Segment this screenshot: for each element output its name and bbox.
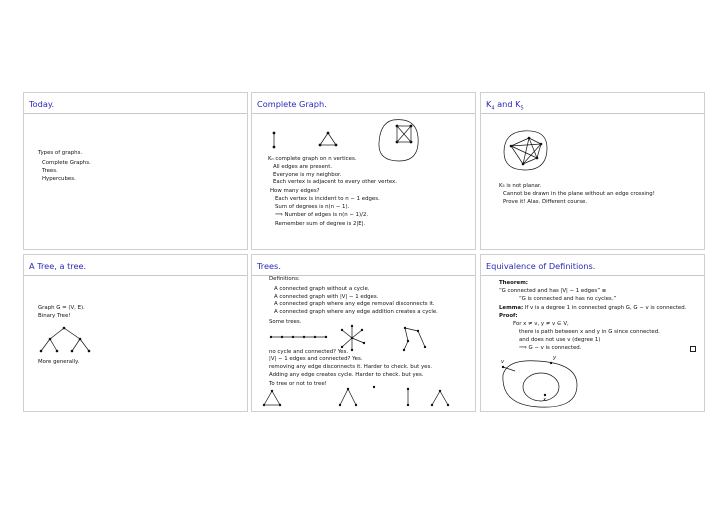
text-line: there is path between x and y in G since connected. (519, 329, 660, 335)
title-divider (481, 275, 704, 276)
slide-trees (251, 254, 476, 412)
text-line: Remember sum of degree is 2|E|. (275, 221, 366, 227)
k4-k5-figure (501, 128, 561, 178)
slide-title: Trees. (257, 261, 281, 271)
slide-complete-graph (251, 92, 476, 250)
title-divider (24, 113, 247, 114)
text-line: and does not use v (degree 1) (519, 337, 601, 343)
theorem-heading: Theorem: (499, 280, 528, 286)
slide-title: Equivalence of Definitions. (486, 261, 596, 271)
text-line: How many edges? (270, 188, 320, 194)
text-line: Sum of degrees is n(n − 1). (275, 204, 350, 210)
slide-title: Complete Graph. (257, 99, 327, 109)
text-line: Everyone is my neighbor. (273, 172, 342, 178)
text-line: All edges are present. (273, 164, 333, 170)
text-line: |V| − 1 edges and connected? Yes. (269, 356, 363, 362)
text-line: no cycle and connected? Yes. (269, 349, 349, 355)
text-line: Each vertex is adjacent to every other vertex. (273, 179, 397, 185)
text-line: “G is connected and has no cycles.” (519, 296, 617, 302)
text-line: A connected graph where any edge removal disconnects it. (274, 301, 435, 307)
vertex-label-y: y (553, 355, 557, 361)
slide-equivalence (480, 254, 705, 412)
vertex-label-v: v (501, 359, 505, 365)
text-line: To tree or not to tree! (269, 381, 327, 387)
text-line: ⟹ G − v is connected. (519, 345, 582, 351)
title-divider (24, 275, 247, 276)
text-line: Graph G = (V, E). (38, 305, 85, 311)
vertex-label-x: x (543, 397, 547, 403)
text-line: Prove it! Alas. Different course. (503, 199, 588, 205)
slide-a-tree (23, 254, 248, 412)
slide-title: A Tree, a tree. (29, 261, 87, 271)
text-line: Some trees. (269, 319, 302, 325)
text-line: K₅ is not planar. (499, 183, 542, 189)
text-line: removing any edge disconnects it. Harder to check. but yes. (269, 364, 432, 370)
slide-today (23, 92, 248, 250)
text-line: Cannot be drawn in the plane without an edge crossing! (503, 191, 655, 197)
text-line: Complete Graphs. (42, 160, 91, 166)
slide-title: $K_4$ and $K_5$ (486, 99, 524, 112)
slide-title: Today. (29, 99, 55, 109)
slide-k4-k5 (480, 92, 705, 250)
text-line: Kₙ complete graph on n vertices. (268, 156, 357, 162)
text-line: Adding any edge creates cycle. Harder to check. but yes. (269, 372, 424, 378)
lemma-line: Lemma: If v is a degree 1 in connected graph G, G − v is connected. (499, 305, 687, 311)
text-line: “G connected and has |V| − 1 edges” ≡ (499, 288, 607, 294)
text-line: Trees. (42, 168, 58, 174)
text-line: Types of graphs. (38, 150, 83, 156)
text-line: Each vertex is incident to n − 1 edges. (275, 196, 380, 202)
text-line: Binary Tree! (38, 313, 71, 319)
text-line: ⟹ Number of edges is n(n − 1)/2. (275, 212, 369, 218)
text-line: For x ≠ v, y ≠ v ∈ V, (513, 321, 569, 327)
proof-figure (493, 355, 583, 411)
text-line: A connected graph without a cycle. (274, 286, 370, 292)
tree-or-not-figure (258, 383, 468, 411)
title-divider (481, 113, 704, 114)
qed-box (690, 346, 696, 352)
title-divider (252, 113, 475, 114)
text-line: Hypercubes. (42, 176, 76, 182)
text-line: A connected graph where any edge addition creates a cycle. (274, 309, 438, 315)
text-line: A connected graph with |V| − 1 edges. (274, 294, 379, 300)
binary-tree-figure (34, 325, 106, 359)
text-line: Definitions: (269, 276, 300, 282)
proof-heading: Proof: (499, 313, 518, 319)
text-line: More generally. (38, 359, 80, 365)
